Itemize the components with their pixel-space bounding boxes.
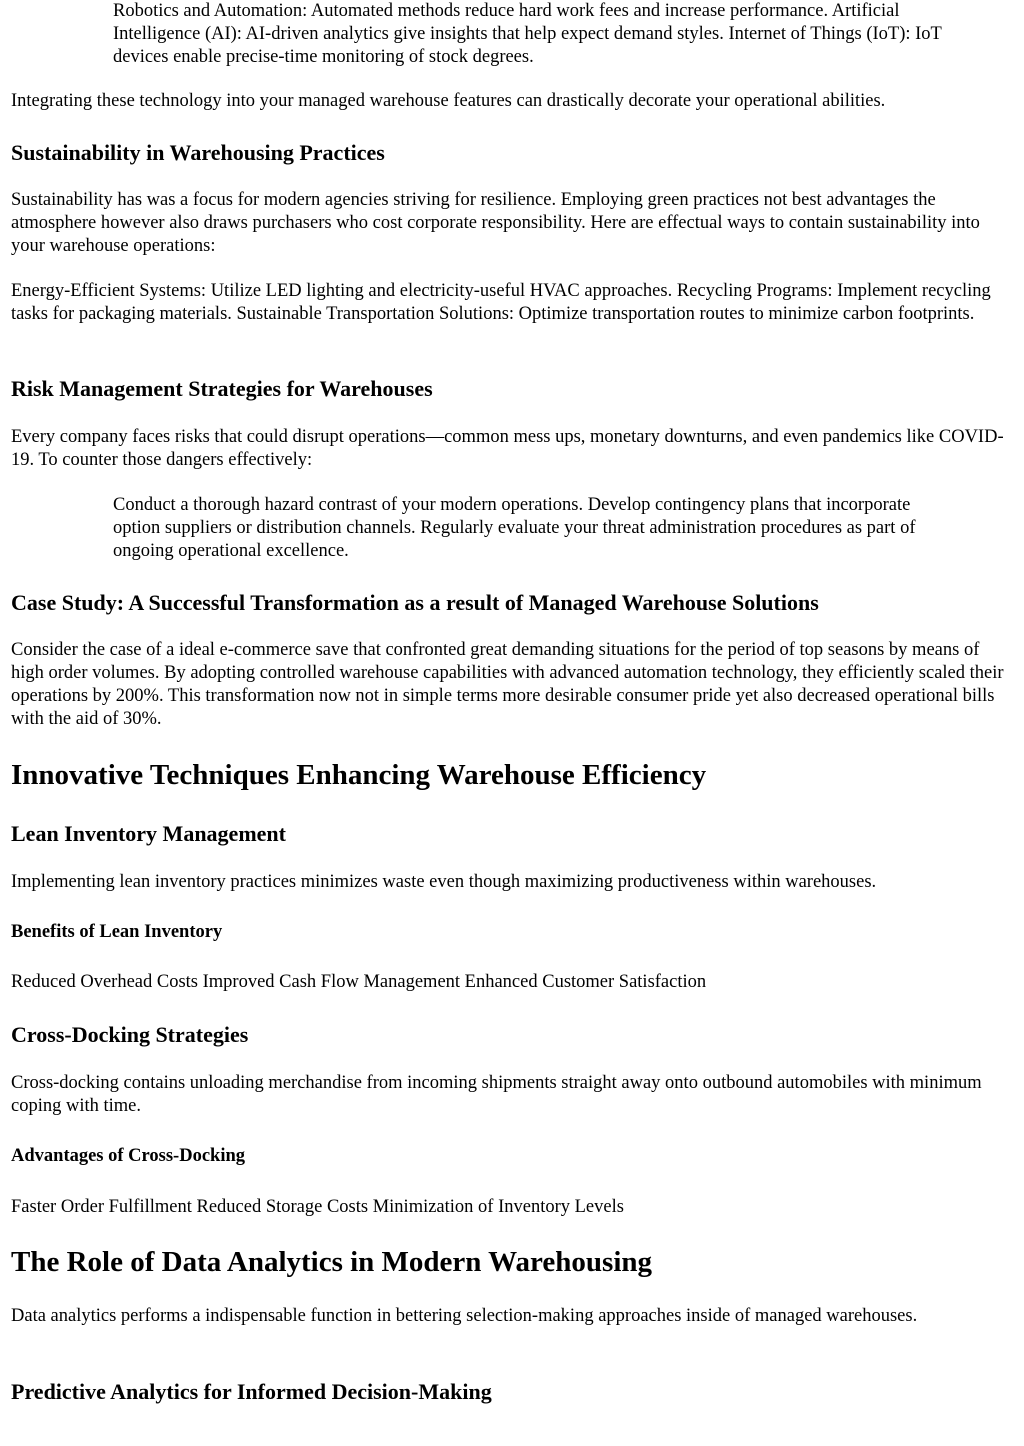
risk-intro: Every company faces risks that could disrupt operations—common mess ups, monetary downturns, and even pandemics like COVID-19. To counter those dangers effectively: (11, 427, 1004, 470)
data-analytics-body: Data analytics performs a indispensable function in bettering selection-making approaches inside of managed warehouses. (11, 1306, 918, 1326)
sustainability-intro: Sustainability has was a focus for modern agencies striving for resilience. Employing green practices not best advantages the atmosphere however also draws purchasers who cost corporate responsibility. Here are effectual ways to contain sustainability into your warehouse operations: (11, 190, 980, 256)
lean-benefits-body: Reduced Overhead Costs Improved Cash Flow Management Enhanced Customer Satisfaction (11, 972, 707, 992)
sustainability-list-paragraph: Energy-Efficient Systems: Utilize LED lighting and electricity-useful HVAC approaches. Recycling Programs: Implement recycling tasks for packaging materials. Sustainable Transportation Solutions: Optimize transportation routes to minimize carbon footprints. (11, 281, 991, 324)
case-study-body: Consider the case of a ideal e-commerce save that confronted great demanding situations for the period of top seasons by means of high order volumes. By adopting controlled warehouse capabilities with advanced automation technology, they efficiently scaled their operations by 200%. This transformation now not in simple terms more desirable consumer pride yet also decreased operational bills with the aid of 30%. (11, 640, 1004, 729)
integrating-paragraph: Integrating these technology into your managed warehouse features can drastically decorate your operational abilities. (11, 91, 886, 111)
blockquote-risk: Conduct a thorough hazard contrast of your modern operations. Develop contingency plans that incorporate option suppliers or distribution channels. Regularly evaluate your threat administration procedures as part of ongoing operational excellence. (113, 495, 916, 561)
risk-heading: Risk Management Strategies for Warehouses (11, 376, 433, 401)
cross-docking-body: Cross-docking contains unloading merchandise from incoming shipments straight away onto outbound automobiles with minimum coping with time. (11, 1073, 982, 1116)
blockquote-technologies: Robotics and Automation: Automated methods reduce hard work fees and increase performance. Artificial Intelligence (AI): AI-driven analytics give insights that help expect demand styles. Internet of Things (IoT): IoT devices enable precise-time monitoring of stock degrees. (113, 1, 942, 67)
data-analytics-heading: The Role of Data Analytics in Modern Warehousing (11, 1246, 653, 1278)
innovative-heading: Innovative Techniques Enhancing Warehouse Efficiency (11, 759, 707, 791)
cross-docking-advantages-body: Faster Order Fulfillment Reduced Storage Costs Minimization of Inventory Levels (11, 1197, 624, 1217)
lean-heading: Lean Inventory Management (11, 821, 286, 846)
lean-body: Implementing lean inventory practices minimizes waste even though maximizing productiveness within warehouses. (11, 872, 877, 892)
cross-docking-heading: Cross-Docking Strategies (11, 1022, 249, 1047)
sustainability-heading: Sustainability in Warehousing Practices (11, 140, 385, 165)
case-study-heading: Case Study: A Successful Transformation as a result of Managed Warehouse Solutions (11, 590, 819, 615)
cross-docking-advantages-heading: Advantages of Cross-Docking (11, 1146, 246, 1166)
predictive-analytics-heading: Predictive Analytics for Informed Decision-Making (11, 1379, 492, 1404)
lean-benefits-heading: Benefits of Lean Inventory (11, 922, 223, 942)
